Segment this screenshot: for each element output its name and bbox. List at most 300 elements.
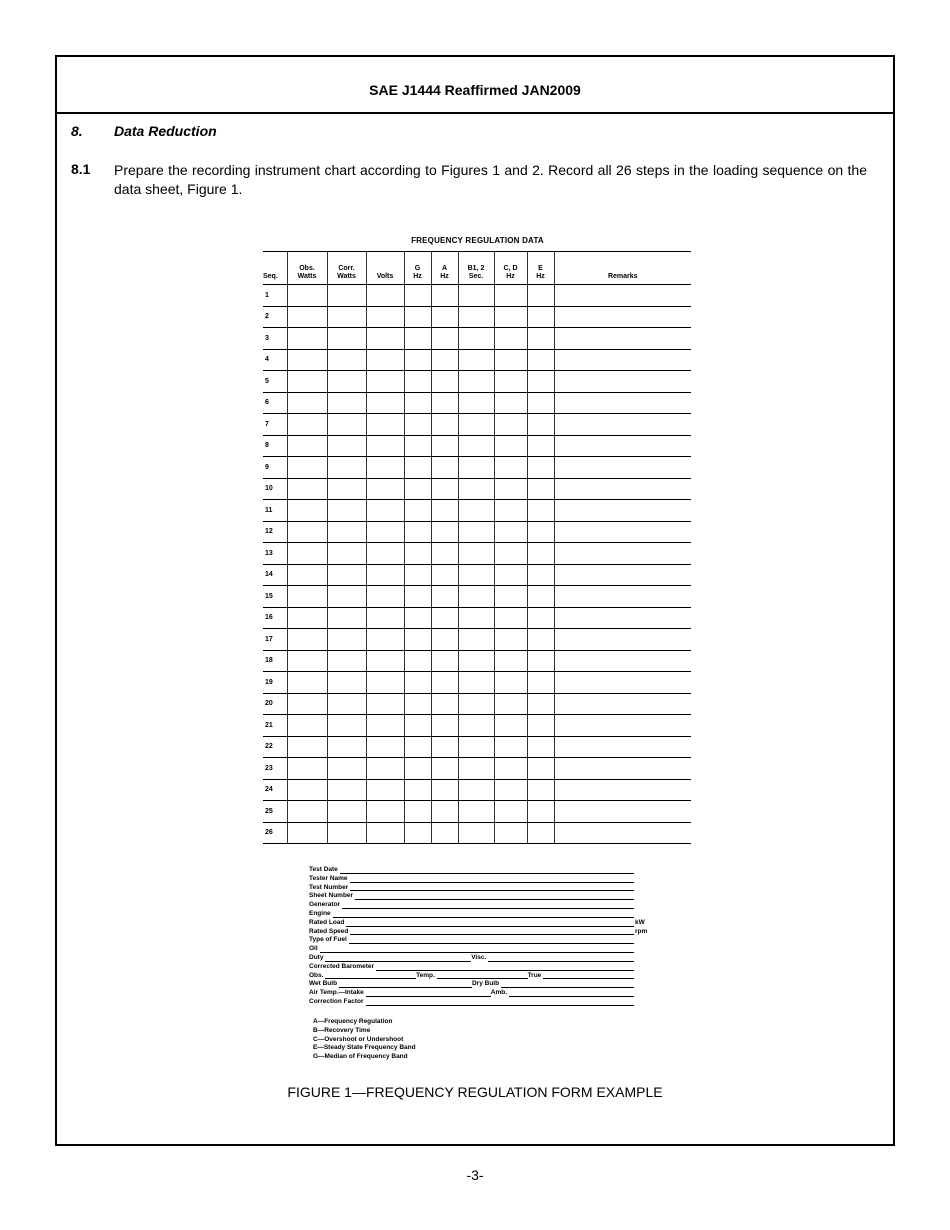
- entry-cell[interactable]: [431, 607, 458, 629]
- entry-cell[interactable]: [527, 349, 554, 371]
- entry-cell[interactable]: [327, 306, 366, 328]
- entry-cell[interactable]: [327, 672, 366, 694]
- form-field-row: [309, 919, 649, 928]
- entry-cell[interactable]: [554, 650, 691, 672]
- entry-cell[interactable]: [327, 607, 366, 629]
- entry-cell[interactable]: [458, 457, 494, 479]
- entry-cell[interactable]: [458, 736, 494, 758]
- entry-cell[interactable]: [287, 543, 327, 565]
- entry-cell[interactable]: [404, 414, 431, 436]
- entry-cell[interactable]: [287, 414, 327, 436]
- entry-cell[interactable]: [327, 715, 366, 737]
- entry-cell[interactable]: [494, 736, 527, 758]
- entry-cell[interactable]: [554, 521, 691, 543]
- seq-cell: 22: [263, 736, 287, 758]
- form-field-unit: kW: [635, 918, 645, 926]
- entry-cell[interactable]: [554, 779, 691, 801]
- entry-cell[interactable]: [494, 779, 527, 801]
- table-row: [263, 457, 691, 479]
- entry-cell[interactable]: [527, 672, 554, 694]
- entry-cell[interactable]: [327, 435, 366, 457]
- form-field-blank[interactable]: [366, 999, 634, 1006]
- form-field-blank[interactable]: [346, 920, 634, 927]
- entry-cell[interactable]: [554, 715, 691, 737]
- entry-cell[interactable]: [494, 650, 527, 672]
- entry-cell[interactable]: [327, 414, 366, 436]
- figure-caption: FIGURE 1—FREQUENCY REGULATION FORM EXAMPLE: [287, 1084, 663, 1100]
- entry-cell[interactable]: [327, 328, 366, 350]
- entry-cell[interactable]: [431, 779, 458, 801]
- entry-cell[interactable]: [527, 822, 554, 844]
- entry-cell[interactable]: [287, 629, 327, 651]
- entry-cell[interactable]: [327, 392, 366, 414]
- entry-cell[interactable]: [527, 736, 554, 758]
- entry-cell[interactable]: [366, 672, 404, 694]
- entry-cell[interactable]: [527, 478, 554, 500]
- entry-cell[interactable]: [494, 822, 527, 844]
- entry-cell[interactable]: [494, 285, 527, 307]
- entry-cell[interactable]: [527, 586, 554, 608]
- entry-cell[interactable]: [404, 543, 431, 565]
- entry-cell[interactable]: [527, 500, 554, 522]
- entry-cell[interactable]: [431, 500, 458, 522]
- form-field-blank[interactable]: [350, 884, 634, 891]
- entry-cell[interactable]: [458, 586, 494, 608]
- form-field-blank[interactable]: [355, 893, 634, 900]
- entry-cell[interactable]: [287, 392, 327, 414]
- entry-cell[interactable]: [458, 607, 494, 629]
- entry-cell[interactable]: [494, 392, 527, 414]
- entry-cell[interactable]: [404, 328, 431, 350]
- entry-cell[interactable]: [527, 306, 554, 328]
- entry-cell[interactable]: [527, 801, 554, 823]
- table-row: [263, 500, 691, 522]
- entry-cell[interactable]: [494, 478, 527, 500]
- form-field-row: [309, 954, 649, 963]
- entry-cell[interactable]: [458, 715, 494, 737]
- entry-cell[interactable]: [327, 478, 366, 500]
- entry-cell[interactable]: [327, 758, 366, 780]
- entry-cell[interactable]: [366, 650, 404, 672]
- entry-cell[interactable]: [404, 564, 431, 586]
- entry-cell[interactable]: [287, 371, 327, 393]
- entry-cell[interactable]: [527, 457, 554, 479]
- entry-cell[interactable]: [327, 736, 366, 758]
- entry-cell[interactable]: [494, 586, 527, 608]
- entry-cell[interactable]: [458, 758, 494, 780]
- entry-cell[interactable]: [554, 736, 691, 758]
- entry-cell[interactable]: [494, 543, 527, 565]
- column-header-line1: C, D: [503, 265, 518, 272]
- entry-cell[interactable]: [287, 349, 327, 371]
- entry-cell[interactable]: [494, 457, 527, 479]
- entry-cell[interactable]: [431, 457, 458, 479]
- entry-cell[interactable]: [554, 629, 691, 651]
- entry-cell[interactable]: [327, 779, 366, 801]
- entry-cell[interactable]: [494, 306, 527, 328]
- entry-cell[interactable]: [527, 392, 554, 414]
- entry-cell[interactable]: [527, 650, 554, 672]
- entry-cell[interactable]: [366, 500, 404, 522]
- seq-cell: 7: [263, 414, 287, 436]
- form-field-blank[interactable]: [342, 902, 634, 909]
- entry-cell[interactable]: [287, 457, 327, 479]
- table-row: [263, 822, 691, 844]
- entry-cell[interactable]: [404, 392, 431, 414]
- entry-cell[interactable]: [431, 392, 458, 414]
- entry-cell[interactable]: [554, 672, 691, 694]
- entry-cell[interactable]: [458, 306, 494, 328]
- entry-cell[interactable]: [404, 371, 431, 393]
- entry-cell[interactable]: [287, 478, 327, 500]
- entry-cell[interactable]: [287, 306, 327, 328]
- entry-cell[interactable]: [431, 715, 458, 737]
- entry-cell[interactable]: [366, 779, 404, 801]
- form-field-blank[interactable]: [320, 946, 634, 953]
- seq-cell: 3: [263, 328, 287, 350]
- entry-cell[interactable]: [327, 285, 366, 307]
- entry-cell[interactable]: [494, 371, 527, 393]
- entry-cell[interactable]: [554, 543, 691, 565]
- entry-cell[interactable]: [366, 693, 404, 715]
- entry-cell[interactable]: [554, 285, 691, 307]
- entry-cell[interactable]: [431, 758, 458, 780]
- form-field-blank[interactable]: [333, 911, 634, 918]
- entry-cell[interactable]: [404, 607, 431, 629]
- column-header-line1: Corr.: [338, 265, 355, 272]
- entry-cell[interactable]: [366, 349, 404, 371]
- form-field-label: Air Temp.—Intake: [309, 989, 364, 997]
- entry-cell[interactable]: [327, 564, 366, 586]
- entry-cell[interactable]: [327, 586, 366, 608]
- entry-cell[interactable]: [404, 306, 431, 328]
- entry-cell[interactable]: [554, 822, 691, 844]
- column-header: [527, 252, 554, 285]
- entry-cell[interactable]: [431, 672, 458, 694]
- entry-cell[interactable]: [404, 779, 431, 801]
- entry-cell[interactable]: [554, 500, 691, 522]
- entry-cell[interactable]: [287, 758, 327, 780]
- table-row: [263, 586, 691, 608]
- entry-cell[interactable]: [494, 349, 527, 371]
- entry-cell[interactable]: [458, 564, 494, 586]
- entry-cell[interactable]: [458, 500, 494, 522]
- entry-cell[interactable]: [366, 736, 404, 758]
- entry-cell[interactable]: [287, 285, 327, 307]
- entry-cell[interactable]: [458, 822, 494, 844]
- form-field-label: Amb.: [490, 989, 508, 997]
- entry-cell[interactable]: [458, 629, 494, 651]
- entry-cell[interactable]: [554, 564, 691, 586]
- table-header-row: [263, 252, 691, 285]
- entry-cell[interactable]: [554, 435, 691, 457]
- form-field-blank[interactable]: [543, 972, 634, 979]
- entry-cell[interactable]: [327, 629, 366, 651]
- column-header: [366, 252, 404, 285]
- form-field-blank[interactable]: [376, 964, 634, 971]
- entry-cell[interactable]: [287, 586, 327, 608]
- entry-cell[interactable]: [554, 457, 691, 479]
- entry-cell[interactable]: [327, 500, 366, 522]
- form-field-blank[interactable]: [350, 876, 634, 883]
- entry-cell[interactable]: [327, 543, 366, 565]
- table-row: [263, 693, 691, 715]
- entry-cell[interactable]: [431, 564, 458, 586]
- form-field-row: [309, 963, 649, 972]
- entry-cell[interactable]: [431, 414, 458, 436]
- entry-cell[interactable]: [404, 822, 431, 844]
- entry-cell[interactable]: [366, 629, 404, 651]
- entry-cell[interactable]: [404, 629, 431, 651]
- form-field-blank[interactable]: [488, 955, 634, 962]
- entry-cell[interactable]: [554, 392, 691, 414]
- entry-cell[interactable]: [458, 414, 494, 436]
- entry-cell[interactable]: [431, 801, 458, 823]
- entry-cell[interactable]: [404, 285, 431, 307]
- entry-cell[interactable]: [494, 564, 527, 586]
- entry-cell[interactable]: [431, 650, 458, 672]
- entry-cell[interactable]: [494, 521, 527, 543]
- entry-cell[interactable]: [327, 457, 366, 479]
- entry-cell[interactable]: [431, 693, 458, 715]
- form-field-blank[interactable]: [437, 972, 528, 979]
- entry-cell[interactable]: [287, 435, 327, 457]
- form-field-blank[interactable]: [501, 981, 634, 988]
- form-field-blank[interactable]: [340, 867, 634, 874]
- seq-cell: 14: [263, 564, 287, 586]
- entry-cell[interactable]: [458, 349, 494, 371]
- entry-cell[interactable]: [366, 715, 404, 737]
- entry-cell[interactable]: [527, 543, 554, 565]
- entry-cell[interactable]: [287, 801, 327, 823]
- entry-cell[interactable]: [404, 457, 431, 479]
- entry-cell[interactable]: [366, 457, 404, 479]
- entry-cell[interactable]: [366, 414, 404, 436]
- entry-cell[interactable]: [366, 478, 404, 500]
- entry-cell[interactable]: [458, 672, 494, 694]
- entry-cell[interactable]: [527, 758, 554, 780]
- entry-cell[interactable]: [366, 564, 404, 586]
- entry-cell[interactable]: [366, 392, 404, 414]
- entry-cell[interactable]: [554, 478, 691, 500]
- entry-cell[interactable]: [554, 414, 691, 436]
- entry-cell[interactable]: [431, 586, 458, 608]
- entry-cell[interactable]: [494, 715, 527, 737]
- entry-cell[interactable]: [554, 328, 691, 350]
- entry-cell[interactable]: [327, 801, 366, 823]
- column-header-line2: Hz: [440, 273, 449, 280]
- entry-cell[interactable]: [527, 629, 554, 651]
- entry-cell[interactable]: [431, 371, 458, 393]
- entry-cell[interactable]: [366, 822, 404, 844]
- entry-cell[interactable]: [554, 607, 691, 629]
- paragraph-number: 8.1: [71, 161, 91, 177]
- entry-cell[interactable]: [404, 758, 431, 780]
- frequency-regulation-table: [263, 251, 691, 844]
- entry-cell[interactable]: [527, 371, 554, 393]
- entry-cell[interactable]: [404, 349, 431, 371]
- entry-cell[interactable]: [404, 801, 431, 823]
- entry-cell[interactable]: [494, 629, 527, 651]
- form-field-row: [309, 928, 649, 937]
- form-field-label: Rated Load: [309, 918, 345, 926]
- entry-cell[interactable]: [458, 328, 494, 350]
- entry-cell[interactable]: [287, 500, 327, 522]
- entry-cell[interactable]: [458, 371, 494, 393]
- entry-cell[interactable]: [494, 607, 527, 629]
- entry-cell[interactable]: [366, 435, 404, 457]
- entry-cell[interactable]: [554, 801, 691, 823]
- entry-cell[interactable]: [458, 801, 494, 823]
- entry-cell[interactable]: [431, 328, 458, 350]
- entry-cell[interactable]: [554, 349, 691, 371]
- section-title: Data Reduction: [114, 123, 217, 139]
- entry-cell[interactable]: [404, 736, 431, 758]
- form-field-blank[interactable]: [349, 937, 634, 944]
- entry-cell[interactable]: [527, 328, 554, 350]
- entry-cell[interactable]: [404, 693, 431, 715]
- table-row: [263, 801, 691, 823]
- entry-cell[interactable]: [327, 650, 366, 672]
- entry-cell[interactable]: [494, 758, 527, 780]
- seq-cell: 18: [263, 650, 287, 672]
- entry-cell[interactable]: [554, 586, 691, 608]
- entry-cell[interactable]: [494, 672, 527, 694]
- entry-cell[interactable]: [404, 435, 431, 457]
- form-field-label: Corrected Barometer: [309, 962, 375, 970]
- form-field-blank[interactable]: [350, 928, 634, 935]
- entry-cell[interactable]: [458, 693, 494, 715]
- table-row: [263, 306, 691, 328]
- entry-cell[interactable]: [527, 435, 554, 457]
- entry-cell[interactable]: [366, 801, 404, 823]
- form-field-label: Correction Factor: [309, 997, 364, 1005]
- entry-cell[interactable]: [527, 521, 554, 543]
- entry-cell[interactable]: [458, 392, 494, 414]
- entry-cell[interactable]: [458, 435, 494, 457]
- entry-cell[interactable]: [494, 328, 527, 350]
- entry-cell[interactable]: [431, 285, 458, 307]
- entry-cell[interactable]: [494, 500, 527, 522]
- entry-cell[interactable]: [366, 521, 404, 543]
- entry-cell[interactable]: [431, 822, 458, 844]
- entry-cell[interactable]: [494, 693, 527, 715]
- legend-item: A—Frequency Regulation: [313, 1018, 393, 1025]
- entry-cell[interactable]: [527, 285, 554, 307]
- column-header-line1: G: [414, 265, 421, 272]
- entry-cell[interactable]: [366, 607, 404, 629]
- form-field-blank[interactable]: [325, 955, 471, 962]
- entry-cell[interactable]: [366, 285, 404, 307]
- seq-cell: 13: [263, 543, 287, 565]
- entry-cell[interactable]: [366, 328, 404, 350]
- form-field-blank[interactable]: [366, 990, 491, 997]
- entry-cell[interactable]: [327, 822, 366, 844]
- entry-cell[interactable]: [366, 371, 404, 393]
- entry-cell[interactable]: [287, 672, 327, 694]
- entry-cell[interactable]: [431, 521, 458, 543]
- entry-cell[interactable]: [366, 306, 404, 328]
- entry-cell[interactable]: [527, 779, 554, 801]
- entry-cell[interactable]: [287, 564, 327, 586]
- entry-cell[interactable]: [494, 435, 527, 457]
- entry-cell[interactable]: [527, 414, 554, 436]
- entry-cell[interactable]: [458, 478, 494, 500]
- legend-item: E—Steady State Frequency Band: [313, 1044, 416, 1052]
- form-field-row: [309, 901, 649, 910]
- entry-cell[interactable]: [327, 521, 366, 543]
- entry-cell[interactable]: [431, 543, 458, 565]
- entry-cell[interactable]: [458, 543, 494, 565]
- form-field-blank[interactable]: [509, 990, 634, 997]
- table-row: [263, 629, 691, 651]
- entry-cell[interactable]: [458, 779, 494, 801]
- entry-cell[interactable]: [404, 478, 431, 500]
- entry-cell[interactable]: [431, 478, 458, 500]
- entry-cell[interactable]: [327, 371, 366, 393]
- entry-cell[interactable]: [287, 607, 327, 629]
- form-field-blank[interactable]: [339, 981, 472, 988]
- entry-cell[interactable]: [554, 693, 691, 715]
- table-row: [263, 414, 691, 436]
- seq-cell: 21: [263, 715, 287, 737]
- entry-cell[interactable]: [287, 715, 327, 737]
- entry-cell[interactable]: [287, 779, 327, 801]
- entry-cell[interactable]: [287, 822, 327, 844]
- entry-cell[interactable]: [327, 349, 366, 371]
- entry-cell[interactable]: [287, 521, 327, 543]
- form-field-blank[interactable]: [325, 972, 416, 979]
- entry-cell[interactable]: [287, 650, 327, 672]
- entry-cell[interactable]: [404, 672, 431, 694]
- entry-cell[interactable]: [527, 607, 554, 629]
- entry-cell[interactable]: [327, 693, 366, 715]
- column-header-line2: Seq.: [263, 273, 278, 280]
- column-header: [327, 252, 366, 285]
- entry-cell[interactable]: [366, 758, 404, 780]
- entry-cell[interactable]: [366, 543, 404, 565]
- entry-cell[interactable]: [494, 801, 527, 823]
- entry-cell[interactable]: [431, 306, 458, 328]
- seq-cell: 12: [263, 521, 287, 543]
- entry-cell[interactable]: [404, 586, 431, 608]
- entry-cell[interactable]: [494, 414, 527, 436]
- entry-cell[interactable]: [366, 586, 404, 608]
- entry-cell[interactable]: [404, 650, 431, 672]
- entry-cell[interactable]: [458, 521, 494, 543]
- entry-cell[interactable]: [431, 629, 458, 651]
- entry-cell[interactable]: [404, 500, 431, 522]
- entry-cell[interactable]: [458, 285, 494, 307]
- entry-cell[interactable]: [431, 349, 458, 371]
- entry-cell[interactable]: [554, 371, 691, 393]
- entry-cell[interactable]: [431, 435, 458, 457]
- entry-cell[interactable]: [527, 715, 554, 737]
- entry-cell[interactable]: [404, 715, 431, 737]
- entry-cell[interactable]: [404, 521, 431, 543]
- entry-cell[interactable]: [554, 306, 691, 328]
- entry-cell[interactable]: [287, 693, 327, 715]
- entry-cell[interactable]: [458, 650, 494, 672]
- entry-cell[interactable]: [431, 736, 458, 758]
- entry-cell[interactable]: [527, 564, 554, 586]
- entry-cell[interactable]: [287, 328, 327, 350]
- entry-cell[interactable]: [527, 693, 554, 715]
- entry-cell[interactable]: [554, 758, 691, 780]
- entry-cell[interactable]: [287, 736, 327, 758]
- column-header-line2: Volts: [376, 273, 394, 280]
- paragraph-text: Prepare the recording instrument chart according to Figures 1 and 2. Record all 26 steps in the loading sequence on the data sheet, Figure 1.: [114, 162, 867, 197]
